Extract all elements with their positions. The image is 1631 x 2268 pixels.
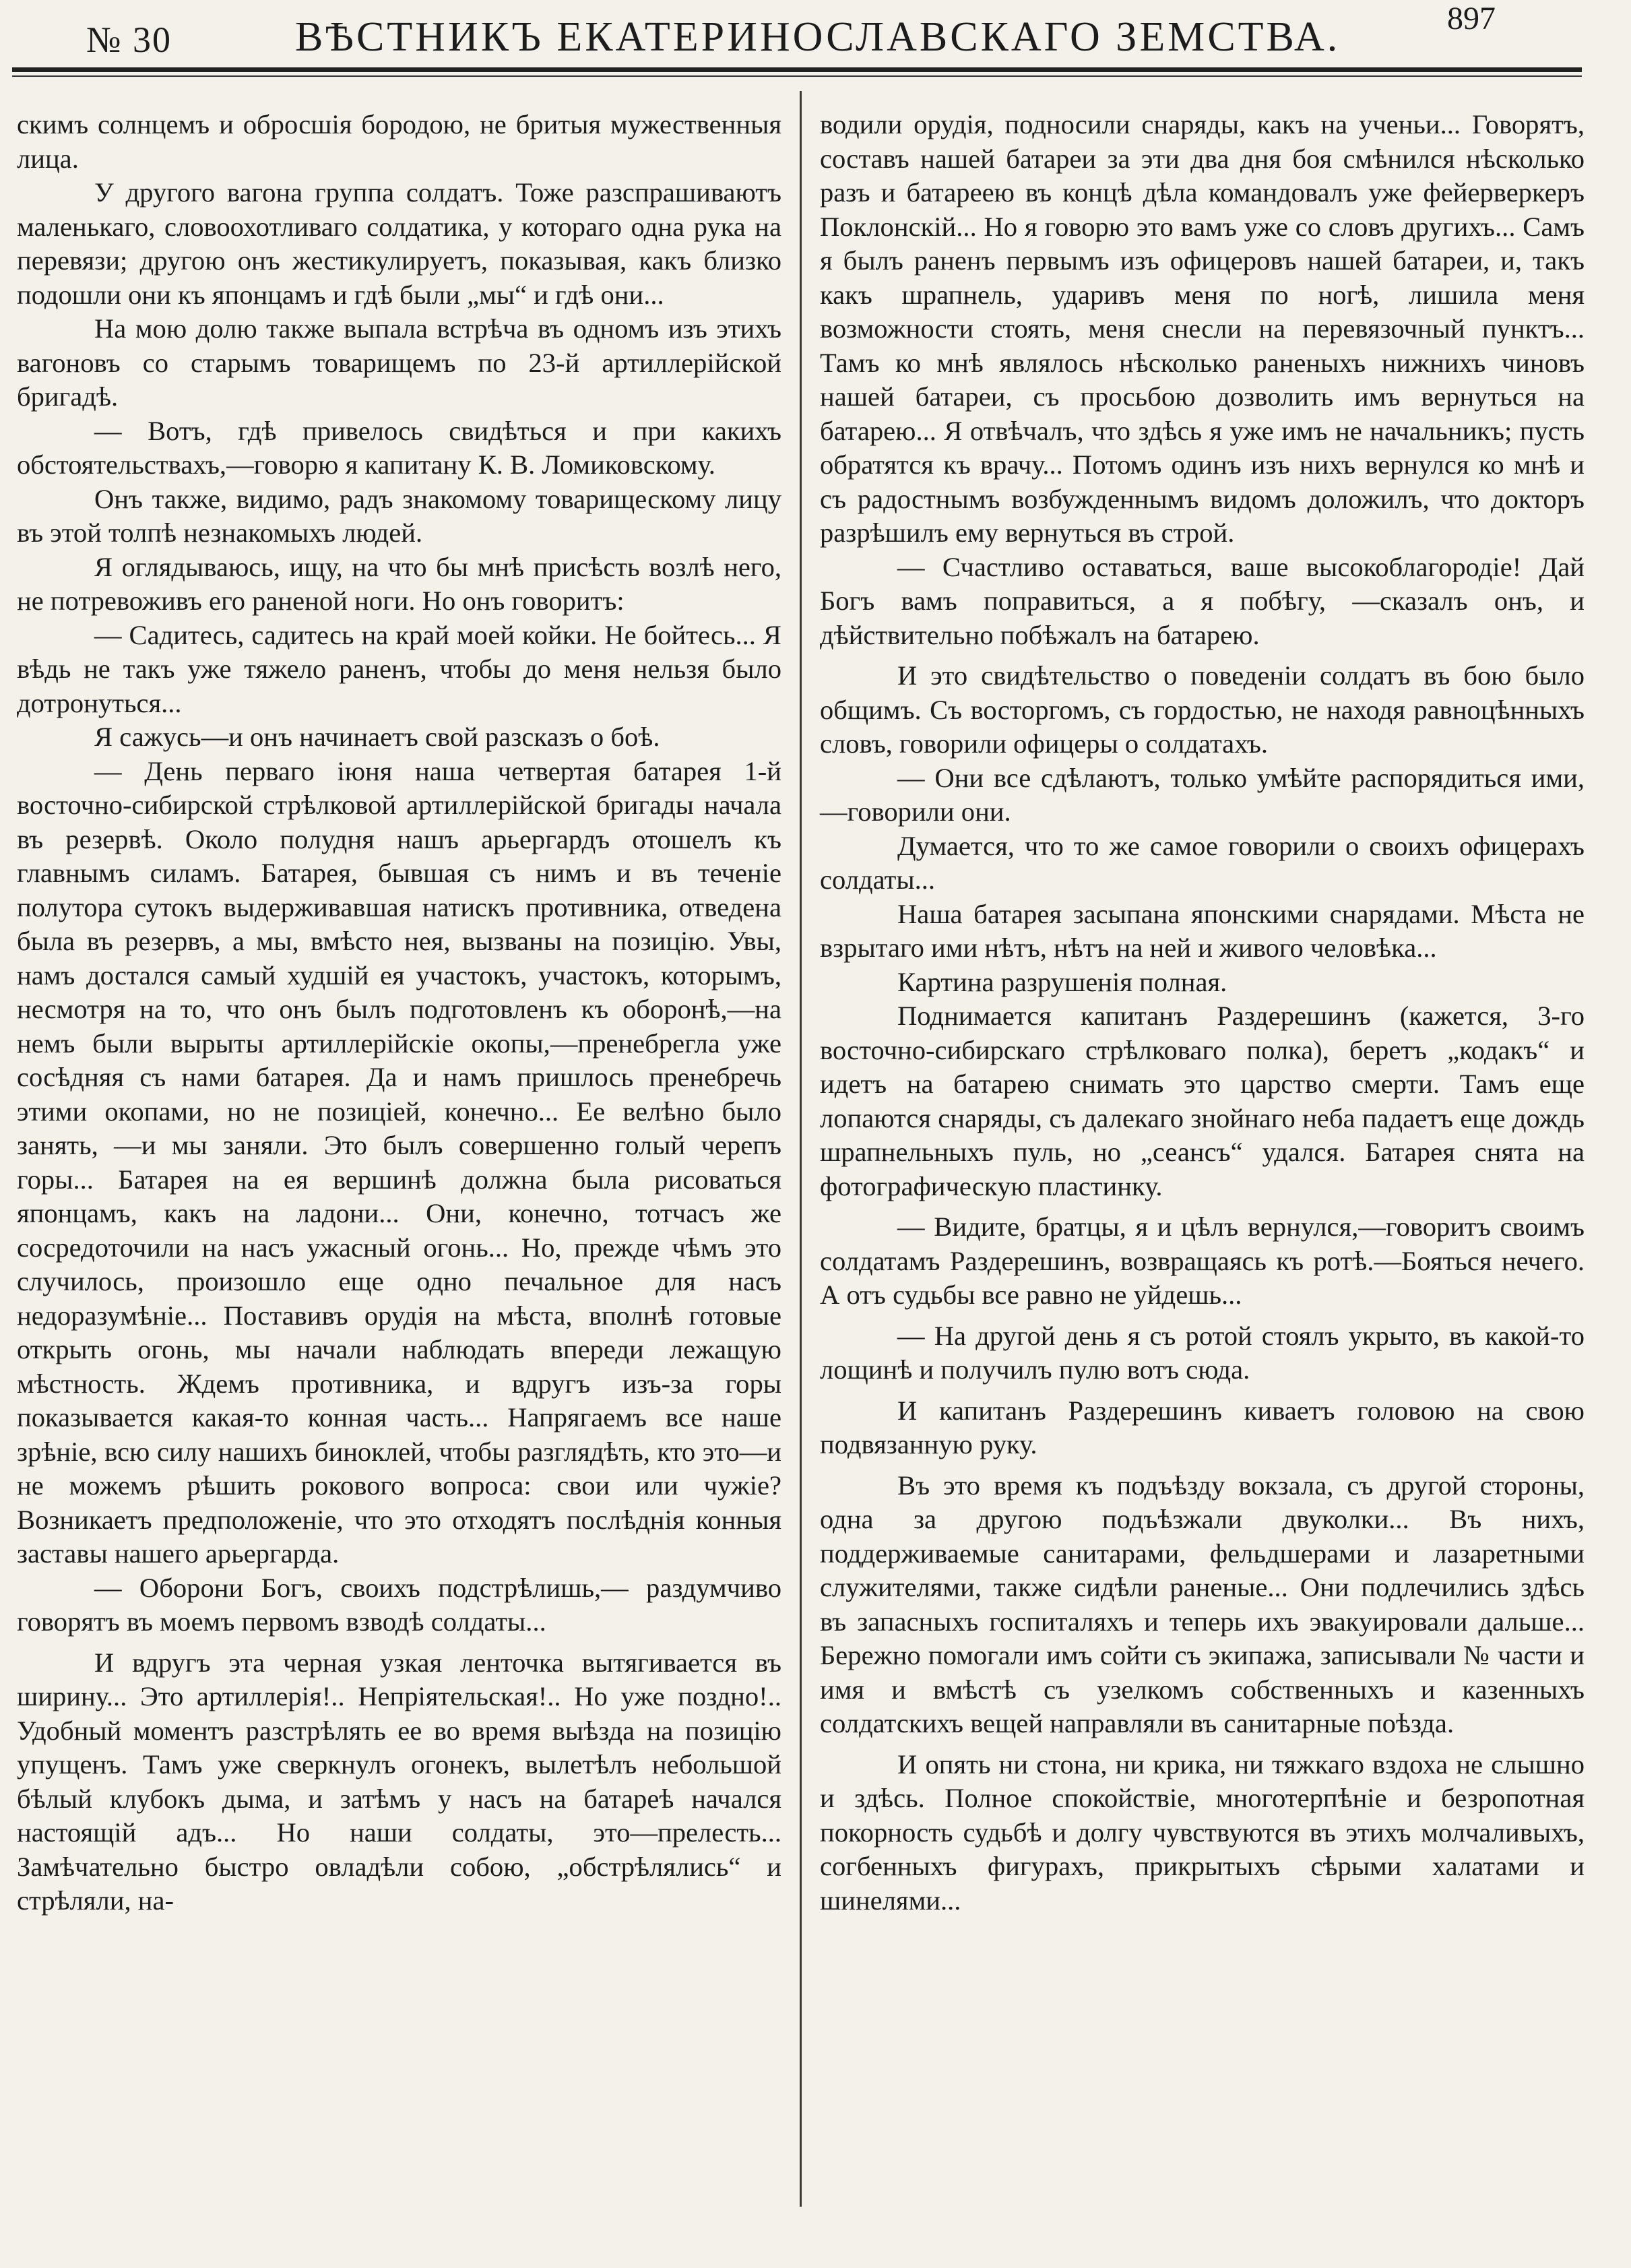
- publication-title: ВѢСТНИКЪ ЕКАТЕРИНОСЛАВСКАГО ЗЕМСТВА.: [295, 14, 1341, 60]
- paragraph: И опять ни стона, ни крика, ни тяжкаго вздоха не слышно и здѣсь. Полное спокойствіе, многотерпѣніе и безропотная покорность судьбѣ и долгу чувствуются въ этихъ молчаливыхъ, согбенныхъ фигурахъ, прикрытыхъ сѣрыми халатами и шинелями...: [820, 1749, 1585, 1916]
- paragraph: — На другой день я съ ротой стоялъ укрыто, въ какой-то лощинѣ и получилъ пулю вотъ сюда.: [820, 1320, 1585, 1385]
- paragraph: Я оглядываюсь, ищу, на что бы мнѣ присѣсть возлѣ него, не потревоживъ его раненой ноги. Но онъ говоритъ:: [17, 551, 781, 616]
- paragraph: У другого вагона группа солдатъ. Тоже разспрашиваютъ маленькаго, словоохотливаго солдатика, у котораго одна рука на перевязи; другою онъ жестикулируетъ, показывая, какъ близко подошли они къ японцамъ и гдѣ были „мы“ и гдѣ они...: [17, 177, 781, 310]
- paragraph: И это свидѣтельство о поведеніи солдатъ въ бою было общимъ. Съ восторгомъ, съ гордостью, не находя равноцѣнныхъ словъ, говорили офицеры о солдатахъ.: [820, 660, 1585, 759]
- header-rule-thin: [12, 75, 1582, 77]
- paragraph: — Вотъ, гдѣ привелось свидѣться и при какихъ обстоятельствахъ,—говорю я капитану К. В. Ломиковскому.: [17, 415, 781, 480]
- paragraph: На мою долю также выпала встрѣча въ одномъ изъ этихъ вагоновъ со старымъ товарищемъ по 23-й артиллерійской бригадѣ.: [17, 313, 781, 412]
- paragraph: — Садитесь, садитесь на край моей койки. Не бойтесь... Я вѣдь не такъ уже тяжело раненъ, чтобы до меня нельзя было дотронуться...: [17, 619, 781, 718]
- paragraph: Поднимается капитанъ Раздерешинъ (кажется, 3-го восточно-сибирскаго стрѣлковаго полка), беретъ „кодакъ“ и идетъ на батарею снимать это царство смерти. Тамъ еще лопаются снаряды, съ далекаго знойнаго неба падаетъ еще дождь шрапнельныхъ пуль, но „сеансъ“ удался. Батарея снята на фотографическую пластинку.: [820, 1001, 1585, 1201]
- paragraph: Наша батарея засыпана японскими снарядами. Мѣста не взрытаго ими нѣтъ, нѣтъ на ней и живого человѣка...: [820, 898, 1585, 963]
- left-column: [17, 108, 781, 1918]
- paragraph: — Счастливо оставаться, ваше высокоблагородіе! Дай Богъ вамъ поправиться, а я побѣгу, —сказалъ онъ, и дѣйствительно побѣжалъ на батарею.: [820, 551, 1585, 650]
- page-header: [12, 0, 1582, 66]
- paragraph: скимъ солнцемъ и обросшія бородою, не бритыя мужественныя лица.: [17, 109, 781, 174]
- paragraph: Я сажусь—и онъ начинаетъ свой разсказъ о боѣ.: [94, 722, 660, 752]
- paragraph: водили орудія, подносили снаряды, какъ на ученьи... Говорятъ, составъ нашей батареи за эти два дня боя смѣнился нѣсколько разъ и батареею въ концѣ дѣла командовалъ уже фейерверкеръ Поклонскій... Но я говорю это вамъ уже со словъ другихъ... Самъ я былъ раненъ первымъ изъ офицеровъ нашей батареи, и, такъ какъ шрапнель, ударивъ меня по ногѣ, лишила меня возможности стоять, меня снесли на перевязочный пунктъ... Тамъ ко мнѣ являлось нѣсколько раненыхъ нижнихъ чиновъ нашей батареи, съ просьбою дозволить имъ вернуться на батарею... Я отвѣчалъ, что здѣсь я уже имъ не начальникъ; пусть обратятся къ врачу... Потомъ одинъ изъ нихъ вернулся ко мнѣ и съ радостнымъ возбужденнымъ видомъ доложилъ, что докторъ разрѣшилъ ему вернуться въ строй.: [820, 109, 1585, 548]
- page-number: 897: [1447, 1, 1496, 36]
- paragraph: И вдругъ эта черная узкая ленточка вытягивается въ ширину... Это артиллерія!.. Непріятельская!.. Но уже поздно!.. Удобный моментъ разстрѣлять ее во время выѣзда на позицію упущенъ. Тамъ уже сверкнулъ огонекъ, вылетѣлъ небольшой бѣлый клубокъ дыма, и затѣмъ у насъ на батареѣ начался настоящій адъ... Но наши солдаты, это—прелесть... Замѣчательно быстро овладѣли собою, „обстрѣлялись“ и стрѣляли, на-: [17, 1647, 781, 1916]
- right-column: [820, 108, 1585, 1918]
- paragraph: И капитанъ Раздерешинъ киваетъ головою на свою подвязанную руку.: [820, 1395, 1585, 1459]
- paragraph: Онъ также, видимо, радъ знакомому товарищескому лицу въ этой толпѣ незнакомыхъ людей.: [17, 483, 781, 548]
- header-rule: [12, 67, 1582, 72]
- paragraph: — Оборони Богъ, своихъ подстрѣлишь,— раздумчиво говорятъ въ моемъ первомъ взводѣ солдаты...: [17, 1572, 781, 1637]
- column-divider: [800, 91, 802, 2207]
- paragraph: — Они все сдѣлаютъ, только умѣйте распорядиться ими,—говорили они.: [820, 762, 1585, 827]
- paragraph: — День перваго іюня наша четвертая батарея 1-й восточно-сибирской стрѣлковой артиллерійской бригады начала въ резервѣ. Около полудня нашъ арьергардъ отошелъ къ главнымъ силамъ. Батарея, бывшая съ нимъ и въ теченіе полутора сутокъ выдерживавшая натискъ противника, отведена была въ резервъ, а мы, вмѣсто нея, вызваны на позицію. Увы, намъ достался самый худшій ея участокъ, участокъ, которымъ, несмотря на то, что онъ былъ подготовленъ къ оборонѣ,—на немъ были вырыты артиллерійскіе окопы,—пренебрегла уже сосѣдняя съ нами батарея. Да и намъ пришлось пренебречь этими окопами, но не позиціей, конечно... Ее велѣно было занять, —и мы заняли. Это былъ совершенно голый черепъ горы... Батарея на ея вершинѣ должна была рисоваться японцамъ, какъ на ладони... Они, конечно, тотчасъ же сосредоточили на насъ ужасный огонь... Но, прежде чѣмъ это случилось, произошло еще одно печальное для насъ недоразумѣніе... Поставивъ орудія на мѣста, вполнѣ готовые открыть огонь, мы начали наблюдать впереди лежащую мѣстность. Ждемъ противника, и вдругъ изъ-за горы показывается какая-то конная часть... Напрягаемъ все наше зрѣніе, всю силу нашихъ биноклей, чтобы разглядѣть, кто это—и не можемъ рѣшить рокового вопроса: свои или чужіе? Возникаетъ предположеніе, что это отходятъ послѣднія конныя заставы нашего арьергарда.: [17, 755, 781, 1569]
- paragraph: Думается, что то же самое говорили о своихъ офицерахъ солдаты...: [820, 830, 1585, 895]
- paragraph: — Видите, братцы, я и цѣлъ вернулся,—говоритъ своимъ солдатамъ Раздерешинъ, возвращаясь къ ротѣ.—Бояться нечего. А отъ судьбы все равно не уйдешь...: [820, 1211, 1585, 1310]
- paragraph: Въ это время къ подъѣзду вокзала, съ другой стороны, одна за другою подъѣзжали двуколки... Въ нихъ, поддерживаемые санитарами, фельдшерами и лазаретными служителями, также сидѣли раненые... Они подлечились здѣсь въ запасныхъ госпиталяхъ и теперь ихъ эвакуировали дальше... Бережно помогали имъ сойти съ экипажа, записывали № части и имя и вмѣстѣ съ узелкомъ собственныхъ и казенныхъ солдатскихъ вещей направляли въ санитарные поѣзда.: [820, 1470, 1585, 1738]
- issue-number: № 30: [86, 20, 172, 60]
- paragraph: Картина разрушенія полная.: [897, 966, 1227, 997]
